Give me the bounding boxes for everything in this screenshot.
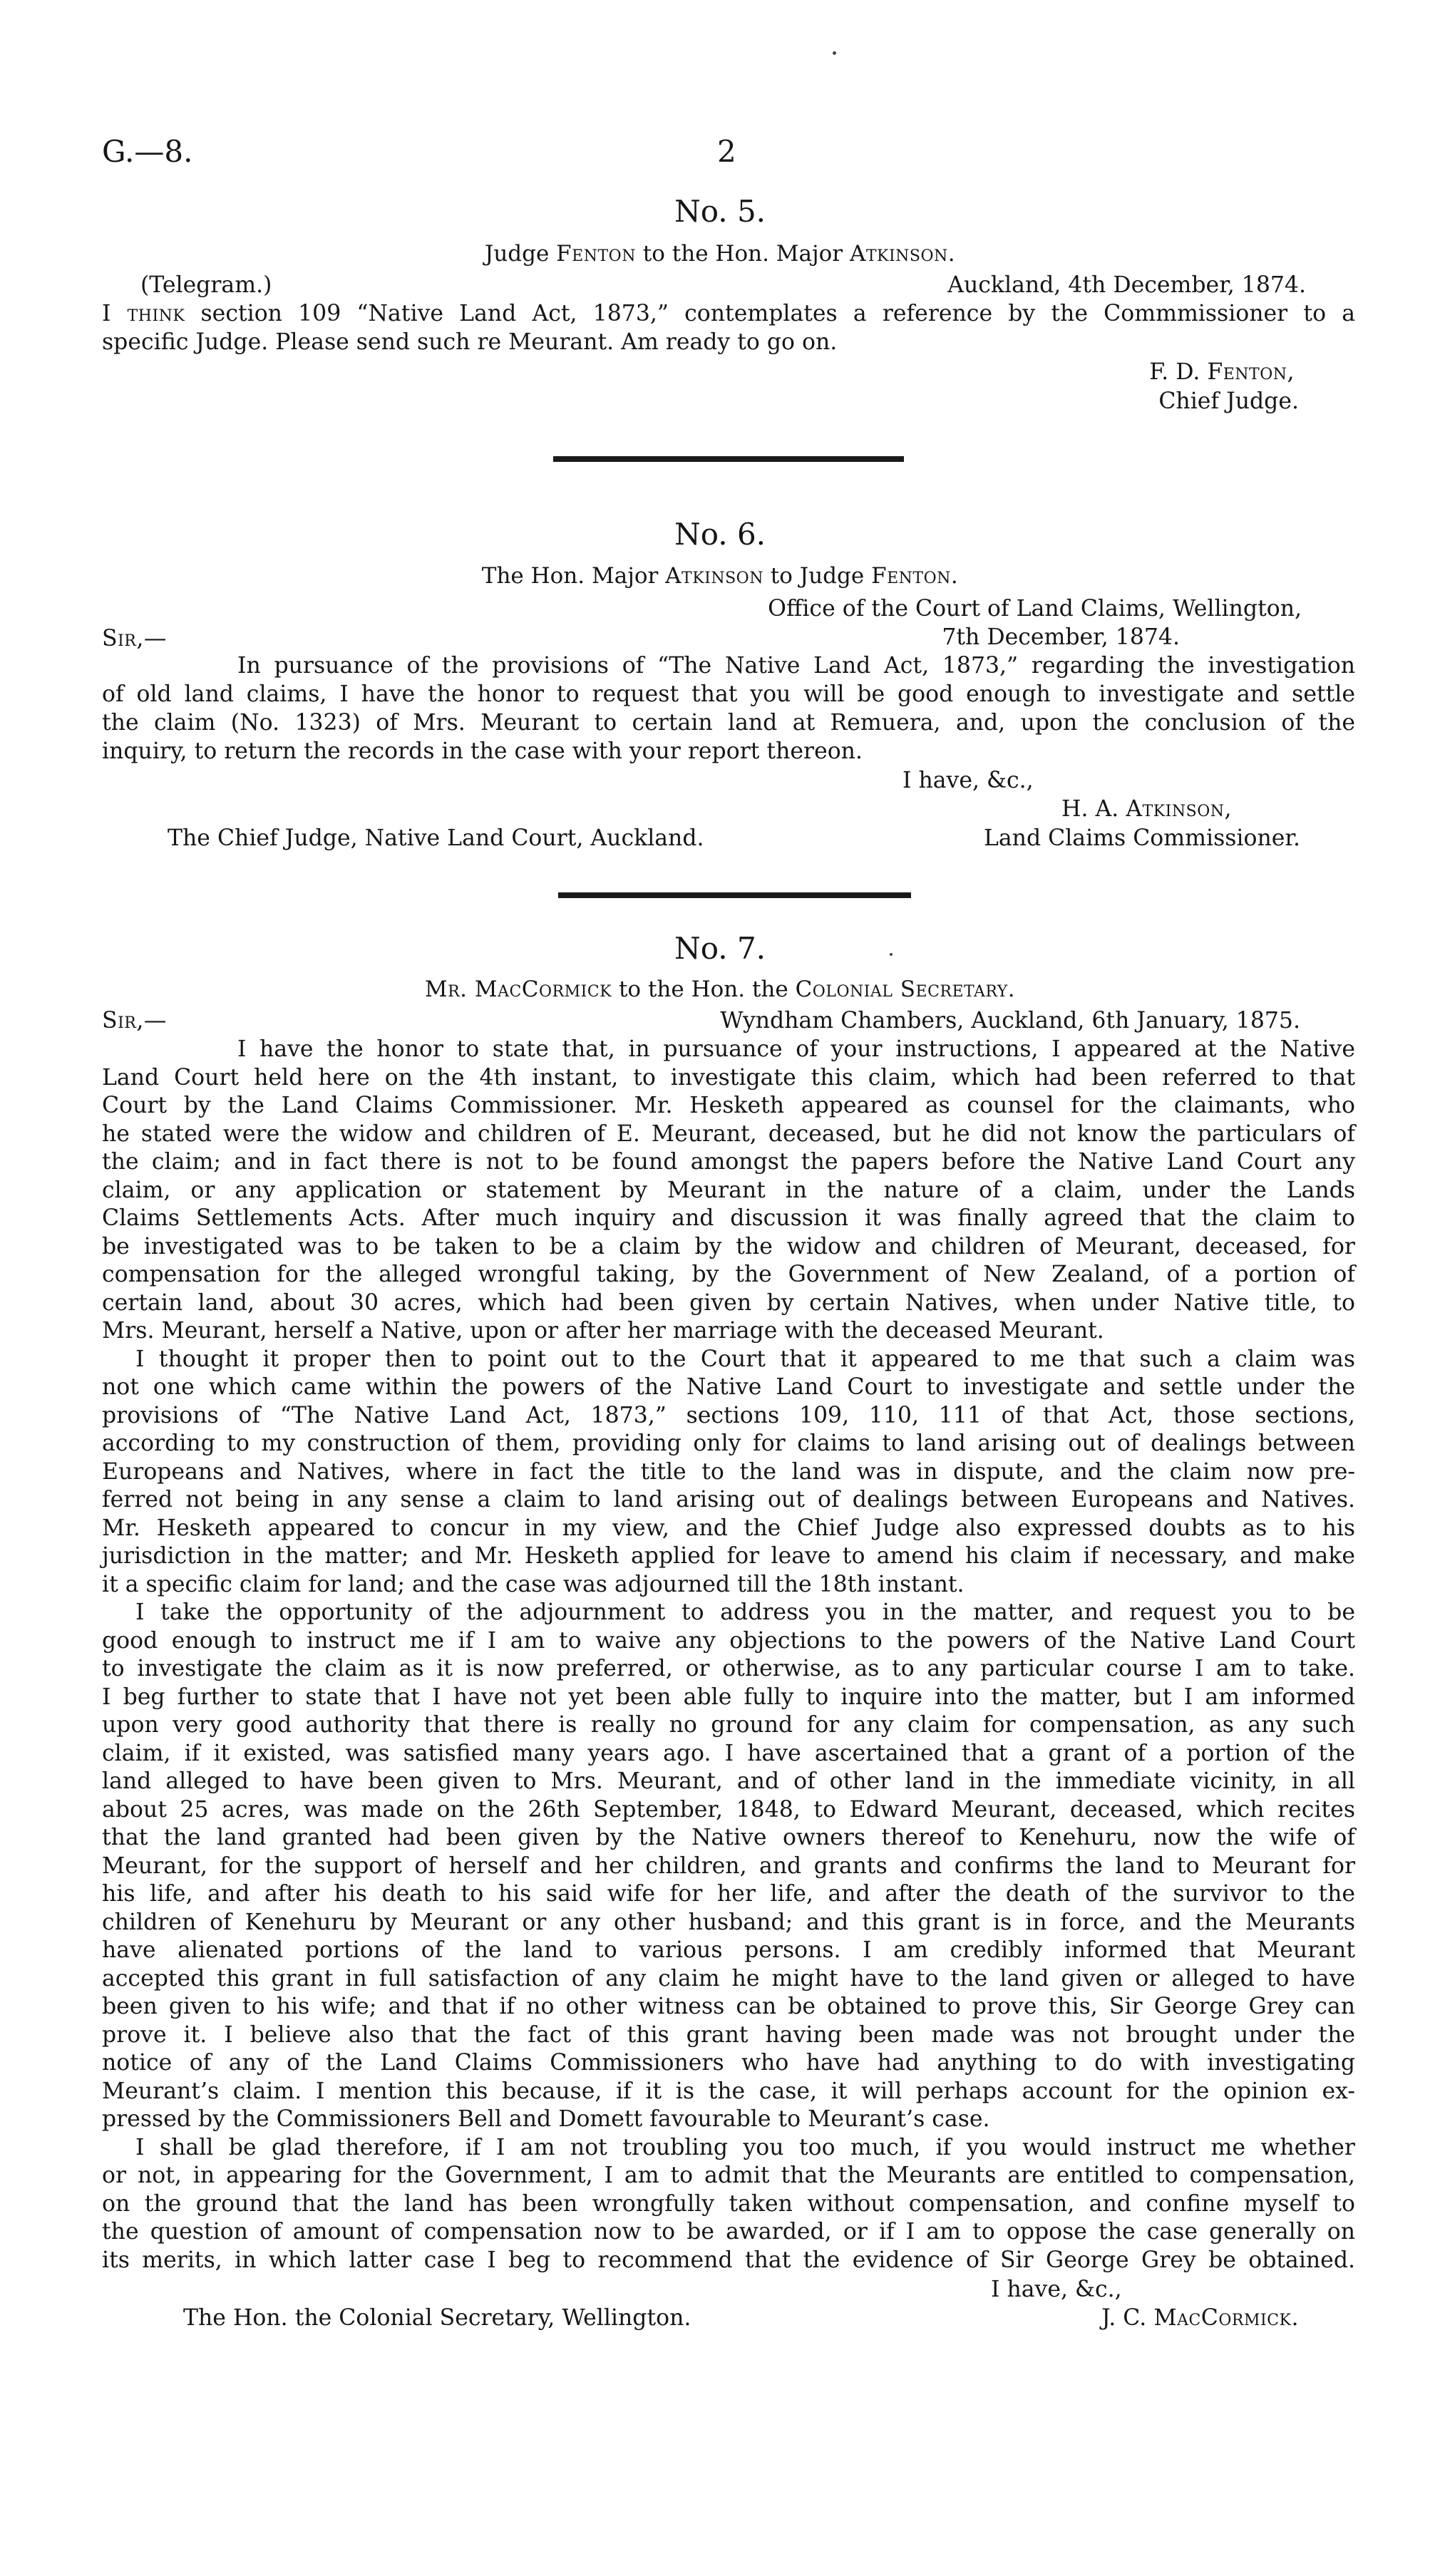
no7-body-line: Mr. Hesketh appeared to concur in my view, and the Chief Judge also expressed doubts as to his — [102, 1515, 1355, 1541]
no5-signature-title: Chief Judge. — [1158, 388, 1299, 414]
no7-body-line: notice of any of the Land Claims Commissioners who have had anything to do with investigating — [102, 2050, 1355, 2076]
no5-caption-text: to the Hon. Major — [635, 241, 850, 267]
no7-body-line: its merits, in which latter case I beg to recommend that the evidence of Sir George Grey be obtained. — [102, 2247, 1355, 2273]
no7-body-line: have alienated portions of the land to various persons. I am credibly informed that Meurant — [102, 1937, 1355, 1963]
no6-signature-surname: Atkinson, — [1126, 796, 1232, 822]
no6-caption — [0, 563, 1440, 589]
no7-caption-text: to the Hon. the — [612, 977, 796, 1002]
no6-signature-name — [1061, 796, 1232, 822]
no5-body-text: section 109 “Native Land Act, 1873,” contemplates a reference by the Commmissioner to a — [185, 301, 1355, 326]
no7-body-line: ferred not being in any sense a claim to land arising out of dealings between Europeans and Natives. — [102, 1487, 1355, 1513]
no6-body-line: of old land claims, I have the honor to request that you will be good enough to investigate and settle — [102, 681, 1355, 707]
no7-body-line: or not, in appearing for the Government, I am to admit that the Meurants are entitled to compensation, — [102, 2163, 1355, 2188]
no7-body-line: compensation for the alleged wrongful taking, by the Government of New Zealand, of a portion of — [102, 1262, 1355, 1287]
no7-body-line: claim, if it existed, was satisfied many years ago. I have ascertained that a grant of a portion of the — [102, 1741, 1355, 1766]
no7-signature-initials: J. C. — [1101, 2305, 1154, 2331]
no5-place-date: Auckland, 4th December, 1874. — [947, 272, 1306, 298]
no6-body-line: inquiry, to return the records in the case with your report thereon. — [102, 738, 863, 764]
no6-caption-from: Atkinson — [665, 563, 763, 589]
no5-signature-surname: Fenton, — [1207, 359, 1295, 385]
no7-body-line: I beg further to state that I have not yet been able fully to inquire into the matter, but I am informed — [102, 1684, 1355, 1710]
no6-body-line: In pursuance of the provisions of “The Native Land Act, 1873,” regarding the investigation — [237, 653, 1355, 679]
no7-body-line: Meurant’s claim. I mention this because, if it is the case, it will perhaps account for the opinion ex- — [102, 2078, 1355, 2104]
no5-caption-from: Fenton — [556, 241, 636, 267]
no7-body-line: land alleged to have been given to Mrs. Meurant, and of other land in the immediate vicinity, in all — [102, 1768, 1355, 1794]
no7-body-line: claim, or any application or statement by Meurant in the nature of a claim, under the Lands — [102, 1178, 1355, 1203]
no6-closing: I have, &c., — [902, 768, 1034, 793]
print-speck — [890, 953, 893, 956]
no7-body-line: I thought it proper then to point out to the Court that it appeared to me that such a claim was — [135, 1346, 1355, 1372]
no6-signature-title: Land Claims Commissioner. — [983, 825, 1300, 851]
no5-body-line: specific Judge. Please send such re Meurant. Am ready to go on. — [102, 329, 838, 355]
no6-caption-text: to Judge — [763, 563, 872, 589]
no7-body-line: it a specific claim for land; and the case was adjourned till the 18th instant. — [102, 1572, 965, 1597]
no7-body-line: prove it. I believe also that the fact of this grant having been made was not brought under the — [102, 2022, 1355, 2048]
no7-body-line: provisions of “The Native Land Act, 1873,” sections 109, 110, 111 of that Act, those sections, — [102, 1403, 1355, 1428]
no7-body-line: not one which came within the powers of the Native Land Court to investigate and settle under the — [102, 1374, 1355, 1400]
no5-signature-initials: F. D. — [1149, 359, 1208, 385]
no7-body-line: on the ground that the land has been wrongfully taken without compensation, and confine myself to — [102, 2191, 1355, 2217]
no7-salutation: Sir,— — [102, 1008, 167, 1034]
no7-body-line: been given to his wife; and that if no other witness can be obtained to prove this, Sir George Grey can — [102, 1994, 1355, 2019]
section-divider — [558, 892, 911, 898]
no7-body-line: Claims Settlements Acts. After much inquiry and discussion it was finally agreed that the claim to — [102, 1205, 1355, 1231]
section-divider — [553, 456, 904, 462]
no7-body-line: children of Kenehuru by Meurant or any other husband; and this grant is in force, and the Meurants — [102, 1910, 1355, 1935]
no7-signature-surname: MacCormick. — [1153, 2305, 1299, 2331]
no7-body-line: upon very good authority that there is really no ground for any claim for compensation, as any such — [102, 1712, 1355, 1738]
no6-addressee: The Chief Judge, Native Land Court, Auckland. — [168, 825, 704, 851]
no6-body-line: the claim (No. 1323) of Mrs. Meurant to certain land at Remuera, and, upon the conclusion of the — [102, 710, 1355, 736]
no7-caption — [0, 977, 1440, 1002]
no5-caption-text: Judge — [484, 241, 557, 267]
document-number-6: No. 6. — [674, 517, 766, 552]
document-number-5: No. 5. — [674, 194, 766, 229]
no7-body-line: certain land, about 30 acres, which had been given by certain Natives, when under Native title, to — [102, 1290, 1355, 1316]
no7-body-line: that the land granted had been given by the Native owners thereof to Kenehuru, now the wife of — [102, 1825, 1355, 1850]
no7-body-line: jurisdiction in the matter; and Mr. Hesketh applied for leave to amend his claim if necessary, and make — [102, 1543, 1355, 1569]
header-page-number: 2 — [717, 134, 736, 169]
no6-caption-text: The Hon. Major — [481, 563, 666, 589]
no6-date: 7th December, 1874. — [942, 624, 1180, 650]
no7-body-line: Land Court held here on the 4th instant, to investigate this claim, which had been referred to that — [102, 1065, 1355, 1091]
no7-body-line: according to my construction of them, providing only for claims to land arising out of dealings between — [102, 1431, 1355, 1456]
no7-caption-to: Colonial Secretary. — [795, 977, 1016, 1002]
no6-office-line: Office of the Court of Land Claims, Wellington, — [768, 596, 1302, 622]
no7-body-line: to investigate the claim as it is now preferred, or otherwise, as to any particular course I am to take. — [102, 1656, 1355, 1681]
no7-body-line: Europeans and Natives, where in fact the title to the land was in dispute, and the claim now pre- — [102, 1459, 1355, 1485]
no7-body-line: good enough to instruct me if I am to waive any objections to the powers of the Native Land Court — [102, 1628, 1355, 1654]
no7-body-line: the question of amount of compensation now to be awarded, or if I am to oppose the case generally on — [102, 2219, 1355, 2245]
no5-caption-to: Atkinson. — [849, 241, 956, 267]
no7-closing: I have, &c., — [991, 2277, 1122, 2302]
no7-body-line: be investigated was to be taken to be a claim by the widow and children of Meurant, deceased, for — [102, 1234, 1355, 1259]
no7-signature-name — [1101, 2305, 1299, 2331]
no7-addressee: The Hon. the Colonial Secretary, Wellington. — [183, 2305, 691, 2331]
no7-caption-from: Mr. MacCormick — [424, 977, 612, 1002]
no7-body-line: the claim; and in fact there is not to be found amongst the papers before the Native Land Court any — [102, 1149, 1355, 1175]
no7-body-line: he stated were the widow and children of E. Meurant, deceased, but he did not know the particulars of — [102, 1121, 1355, 1147]
no5-telegram-label: (Telegram.) — [140, 272, 272, 298]
print-speck — [833, 51, 836, 55]
no7-body-line: his life, and after his death to his said wife for her life, and after the death of the survivor to the — [102, 1881, 1355, 1907]
no7-body-line: about 25 acres, was made on the 26th September, 1848, to Edward Meurant, deceased, which recites — [102, 1797, 1355, 1823]
no7-body-line: pressed by the Commissioners Bell and Domett favourable to Meurant’s case. — [102, 2106, 990, 2132]
no7-body-line: I shall be glad therefore, if I am not troubling you too much, if you would instruct me whether — [135, 2135, 1355, 2160]
no5-body-first-word: I think — [102, 301, 185, 326]
no5-signature-name — [1149, 359, 1295, 385]
no6-salutation: Sir,— — [102, 626, 167, 651]
no7-body-line: accepted this grant in full satisfaction of any claim he might have to the land given or alleged to have — [102, 1966, 1355, 1992]
no5-body-line — [102, 301, 1355, 326]
no6-signature-initials: H. A. — [1061, 796, 1126, 822]
no5-caption — [0, 241, 1440, 267]
header-reference: G.—8. — [102, 134, 193, 169]
no7-body-line: I have the honor to state that, in pursuance of your instructions, I appeared at the Native — [237, 1036, 1355, 1062]
no7-body-line: Court by the Land Claims Commissioner. Mr. Hesketh appeared as counsel for the claimants, who — [102, 1093, 1355, 1118]
document-number-7: No. 7. — [674, 931, 766, 966]
no6-caption-to: Fenton. — [871, 563, 959, 589]
no7-body-line: Meurant, for the support of herself and her children, and grants and confirms the land to Meurant for — [102, 1853, 1355, 1879]
no7-body-line: I take the opportunity of the adjournment to address you in the matter, and request you to be — [135, 1599, 1355, 1625]
no7-body-line: Mrs. Meurant, herself a Native, upon or after her marriage with the deceased Meurant. — [102, 1318, 1104, 1344]
no7-place-date: Wyndham Chambers, Auckland, 6th January, 1875. — [720, 1008, 1300, 1034]
